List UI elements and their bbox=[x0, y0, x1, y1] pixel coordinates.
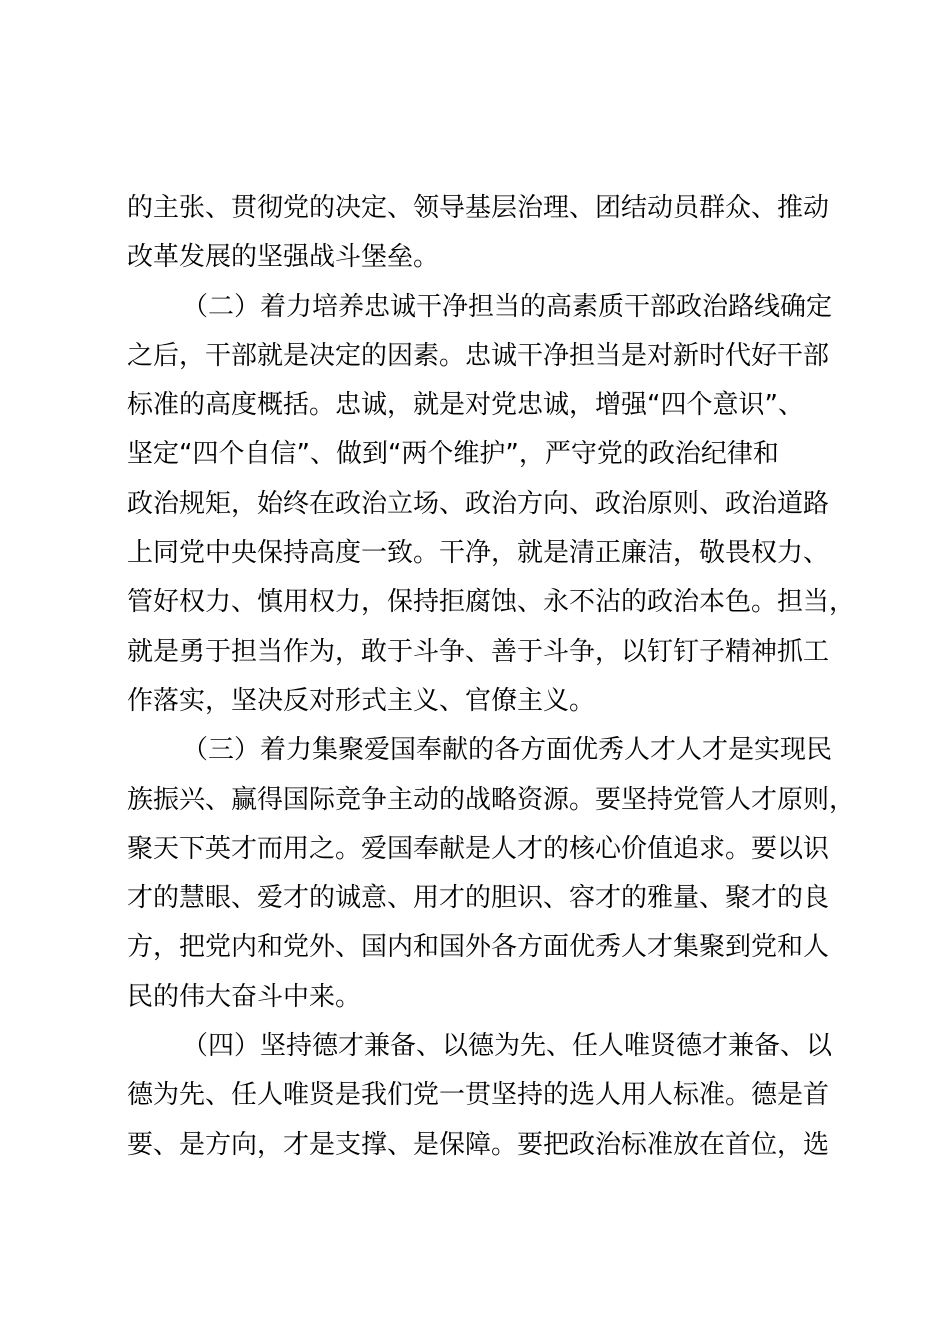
text-line: 德为先、任人唯贤是我们党一贯坚持的选人用人标准。德是首 bbox=[127, 1080, 830, 1111]
text-line: 聚天下英才而用之。爱国奉献是人才的核心价值追求。要以识 bbox=[127, 833, 830, 864]
text-line: 标准的高度概括。忠诚，就是对党忠诚，增强“四个意识”、 bbox=[127, 390, 804, 421]
text-line: 管好权力、慎用权力，保持拒腐蚀、永不沾的政治本色。担当， bbox=[127, 587, 856, 618]
text-line: 方，把党内和党外、国内和国外各方面优秀人才集聚到党和人 bbox=[127, 932, 830, 963]
section-heading-line: （四）坚持德才兼备、以德为先、任人唯贤德才兼备、以 bbox=[182, 1031, 833, 1062]
text-line: 上同党中央保持高度一致。干净，就是清正廉洁，敬畏权力、 bbox=[127, 538, 830, 569]
text-line: 坚定“四个自信”、做到“两个维护”，严守党的政治纪律和 bbox=[127, 439, 779, 470]
text-line: 才的慧眼、爱才的诚意、用才的胆识、容才的雅量、聚才的良 bbox=[127, 883, 830, 914]
text-line: 政治规矩，始终在政治立场、政治方向、政治原则、政治道路 bbox=[127, 488, 830, 519]
text-line: 就是勇于担当作为，敢于斗争、善于斗争，以钉钉子精神抓工 bbox=[127, 636, 830, 667]
section-heading-line: （三）着力集聚爱国奉献的各方面优秀人才人才是实现民 bbox=[182, 735, 833, 766]
text-line: 要、是方向，才是支撑、是保障。要把政治标准放在首位，选 bbox=[127, 1129, 830, 1160]
text-line: 的主张、贯彻党的决定、领导基层治理、团结动员群众、推动 bbox=[127, 193, 830, 223]
text-line: 族振兴、赢得国际竞争主动的战略资源。要坚持党管人才原则， bbox=[127, 784, 856, 815]
text-line: 之后，干部就是决定的因素。忠诚干净担当是对新时代好干部 bbox=[127, 340, 830, 371]
body-text bbox=[127, 184, 856, 1170]
section-heading-line: （二）着力培养忠诚干净担当的高素质干部政治路线确定 bbox=[182, 291, 833, 322]
text-line: 改革发展的坚强战斗堡垒。 bbox=[127, 242, 440, 273]
text-line: 作落实，坚决反对形式主义、官僚主义。 bbox=[127, 685, 596, 716]
text-line: 民的伟大奋斗中来。 bbox=[127, 981, 362, 1012]
